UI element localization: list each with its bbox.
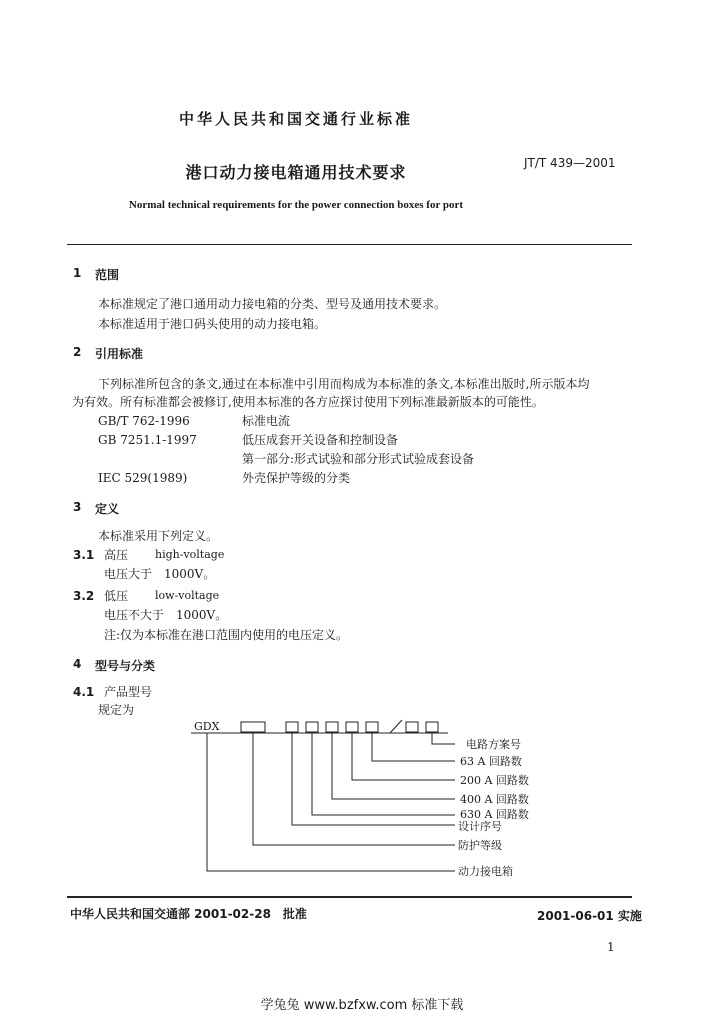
definition-text: 电压不大于 1000V。 — [104, 608, 228, 622]
section-3-number: 3 — [73, 500, 82, 514]
section-4-title: 型号与分类 — [95, 659, 156, 673]
definition-term: 高压 — [104, 548, 129, 562]
definition-english: high-voltage — [155, 548, 225, 561]
reference-code: GB/T 762-1996 — [98, 414, 190, 428]
page-number: 1 — [607, 940, 615, 954]
issuing-organization: 中华人民共和国交通行业标准 — [178, 110, 413, 128]
section-1-paragraph: 本标准规定了港口通用动力接电箱的分类、型号及通用技术要求。 — [98, 297, 447, 311]
circuit-scheme-label: 电路方案号 — [466, 738, 521, 751]
circuit-400a-label: 400 A 回路数 — [460, 793, 529, 806]
definition-term: 低压 — [104, 589, 129, 603]
reference-code: GB 7251.1-1997 — [98, 433, 197, 447]
section-4-number: 4 — [73, 657, 82, 671]
section-1-paragraph: 本标准适用于港口码头使用的动力接电箱。 — [98, 317, 327, 331]
effective-date: 2001-06-01 实施 — [537, 909, 642, 923]
section-2-title: 引用标准 — [95, 347, 144, 361]
model-rule-label: 规定为 — [98, 703, 135, 717]
subsection-number: 4.1 — [73, 685, 95, 699]
reference-name: 第一部分:形式试验和部分形式试验成套设备 — [242, 452, 475, 466]
definition-text: 电压大于 1000V。 — [104, 567, 216, 581]
definition-note: 注:仅为本标准在港口范围内使用的电压定义。 — [104, 628, 349, 642]
english-title: Normal technical requirements for the power connection boxes for port — [128, 199, 464, 211]
reference-name: 标准电流 — [242, 414, 291, 428]
reference-name: 低压成套开关设备和控制设备 — [242, 433, 399, 447]
section-2-number: 2 — [73, 345, 82, 359]
section-1-title: 范围 — [95, 268, 120, 282]
approval-statement: 中华人民共和国交通部 2001-02-28 批准 — [70, 907, 307, 921]
power-box-label: 动力接电箱 — [458, 865, 513, 878]
reference-name: 外壳保护等级的分类 — [242, 471, 351, 485]
design-serial-label: 设计序号 — [458, 820, 502, 833]
section-2-paragraph: 为有效。所有标准都会被修订,使用本标准的各方应探讨使用下列标准最新版本的可能性。 — [72, 395, 544, 409]
model-prefix: GDX — [194, 720, 220, 733]
circuit-63a-label: 63 A 回路数 — [460, 755, 522, 768]
definitions-intro: 本标准采用下列定义。 — [98, 529, 219, 543]
section-1-number: 1 — [73, 266, 82, 280]
footer-rule — [67, 896, 632, 898]
section-3-title: 定义 — [95, 502, 120, 516]
protection-level-label: 防护等级 — [458, 839, 502, 852]
definition-english: low-voltage — [155, 589, 220, 602]
definition-number: 3.2 — [73, 589, 95, 603]
subsection-title: 产品型号 — [104, 685, 153, 699]
reference-code: IEC 529(1989) — [98, 471, 188, 485]
document-title: 港口动力接电箱通用技术要求 — [185, 163, 407, 182]
standard-code: JT/T 439—2001 — [524, 156, 616, 170]
circuit-630a-label: 630 A 回路数 — [460, 808, 529, 821]
circuit-200a-label: 200 A 回路数 — [460, 774, 529, 787]
watermark-link[interactable]: 学兔兔 www.bzfxw.com 标准下载 — [260, 998, 464, 1013]
definition-number: 3.1 — [73, 548, 95, 562]
section-2-paragraph: 下列标准所包含的条文,通过在本标准中引用而构成为本标准的条文,本标准出版时,所示版本均 — [98, 377, 590, 391]
